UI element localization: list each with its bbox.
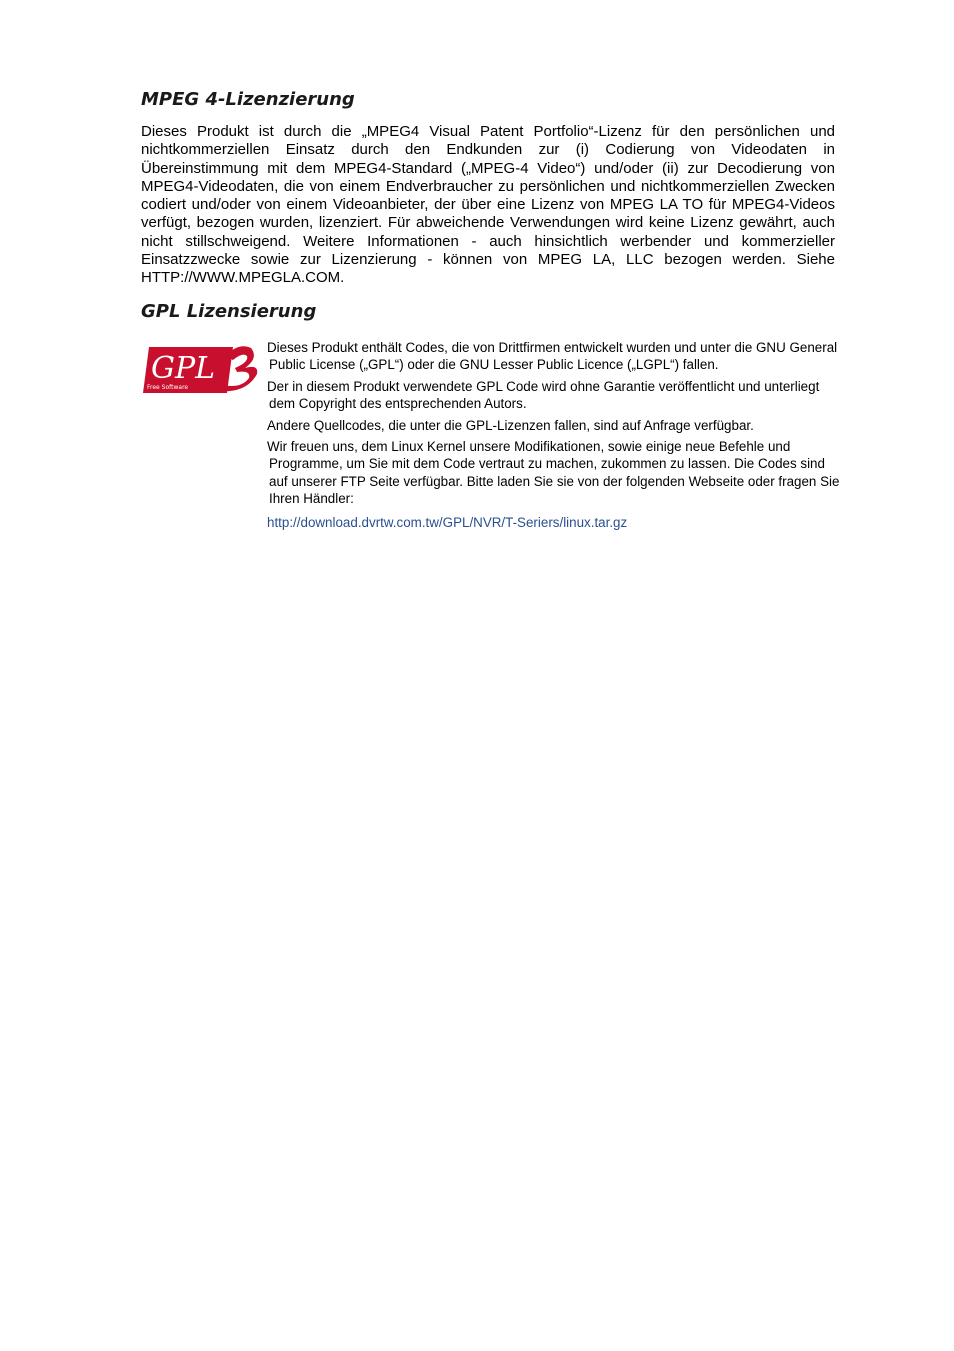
gpl-paragraph: Dieses Produkt enthält Codes, die von Drittfirmen entwickelt wurden und unter die GNU General Public License („GPL“) oder die GNU Lesser Public Licence („LGPL“) fallen.	[267, 340, 838, 373]
mpeg-license-text: Dieses Produkt ist durch die „MPEG4 Visual Patent Portfolio“-Lizenz für den persönlichen und nichtkommerziellen Einsatz durch den Endkunden zur (i) Codierung von Videodaten in Übereinstimmung mit dem MPEG4-Standard („MPEG-4 Video“) und/oder (ii) zur Decodierung von MPEG4-Videodaten, die von einem Endverbraucher zu persönlichen und nichtkommerziellen Zwecken codiert und/oder von einem Videoanbieter, der über eine Lizenz von MPEG LA TO für MPEG4-Videos verfügt, bezogen wurden, lizenziert. Für abweichende Verwendungen wird keine Lizenz gewährt, auch nicht stillschweigend. Weitere Informationen - auch hinsichtlich werbender und kommerzieller Einsatzzwecke sowie zur Lizenzierung - können von MPEG LA, LLC bezogen werden. Siehe HTTP://WWW.MPEGLA.COM.	[141, 123, 835, 287]
gpl-paragraph: Andere Quellcodes, die unter die GPL-Lizenzen fallen, sind auf Anfrage verfügbar.	[267, 417, 754, 433]
gpl-license-block	[266, 339, 846, 535]
gpl-logo-text: GPL	[151, 351, 216, 386]
mpeg-section-heading: MPEG 4-Lizenzierung	[141, 89, 355, 110]
gpl-v3-logo-icon	[141, 344, 261, 396]
gpl-logo-small-text: Free Software	[147, 384, 189, 391]
gpl-link-paragraph	[266, 514, 846, 531]
gpl-paragraph: Wir freuen uns, dem Linux Kernel unsere Modifikationen, sowie einige neue Befehle und Programme, um Sie mit dem Code vertraut zu machen, zukommen zu lassen. Die Codes sind auf unserer FTP Seite verfügbar. Bitte laden Sie sie von der folgenden Webseite oder fragen Sie Ihren Händler:	[267, 439, 840, 507]
gpl-section-heading: GPL Lizensierung	[141, 301, 317, 322]
gpl-source-download-link[interactable]: http://download.dvrtw.com.tw/GPL/NVR/T-Seriers/linux.tar.gz	[267, 514, 628, 530]
gpl-paragraph: Der in diesem Produkt verwendete GPL Code wird ohne Garantie veröffentlicht und unterliegt dem Copyright des entsprechenden Autors.	[267, 378, 820, 412]
